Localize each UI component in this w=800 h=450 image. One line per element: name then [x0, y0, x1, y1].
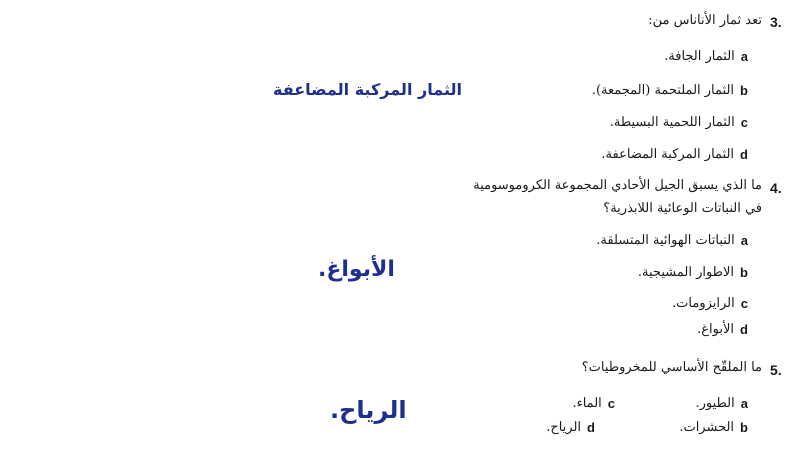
option-text: النباتات الهوائية المتسلقة. [596, 233, 735, 248]
option-text: الثمار اللحمية البسيطة. [609, 115, 735, 130]
option-text: الثمار المركبة المضاعفة. [601, 147, 735, 162]
option-text: الثمار الملتحمة (المجمعة). [591, 83, 735, 98]
question-5-text: ما الملقّح الأساسي للمخروطيات؟ [581, 360, 762, 375]
option-letter: d [587, 420, 595, 435]
question-3-option-d [601, 147, 748, 162]
question-4-option-b [638, 265, 748, 280]
question-5-option-d [546, 420, 595, 435]
question-5-answer: الرياح. [330, 396, 407, 424]
option-text: الماء. [572, 396, 602, 411]
question-5-option-b [679, 420, 748, 435]
question-5-option-a [695, 396, 748, 411]
option-letter: c [740, 115, 748, 130]
option-text: الثمار الجافة. [664, 49, 735, 64]
question-3-text: تعد ثمار الأناناس من: [648, 13, 762, 28]
option-text: الرياح. [546, 420, 582, 435]
option-letter: c [607, 396, 615, 411]
option-text: الرايزومات. [672, 296, 735, 311]
option-letter: b [740, 83, 748, 98]
question-4-option-d [697, 322, 748, 337]
question-4-option-c [672, 296, 748, 311]
question-3-option-b [592, 83, 748, 98]
option-letter: b [740, 265, 748, 280]
option-letter: c [740, 296, 748, 311]
option-letter: d [740, 147, 748, 162]
question-3-answer: الثمار المركبة المضاعفة [273, 80, 462, 99]
question-3-number: 3. [770, 14, 782, 30]
option-letter: a [740, 396, 748, 411]
question-4-number: 4. [770, 180, 782, 196]
question-4-answer: الأبواغ. [318, 257, 395, 282]
option-letter: a [740, 233, 748, 248]
option-text: الطيور. [695, 396, 735, 411]
option-text: الحشرات. [679, 420, 735, 435]
question-4-text-line-2: في النباتات الوعائية اللابذرية؟ [603, 201, 762, 216]
option-text: الأبواغ. [697, 322, 735, 337]
option-letter: b [740, 420, 748, 435]
question-5-option-c [572, 396, 615, 411]
question-4-option-a [596, 233, 748, 248]
question-3-option-c [610, 115, 748, 130]
option-letter: d [740, 322, 748, 337]
option-letter: a [740, 49, 748, 64]
question-4-text-line-1: ما الذي يسبق الجيل الأحادي المجموعة الكروموسومية [473, 178, 762, 193]
question-3-option-a [664, 49, 748, 64]
option-text: الاطوار المشيجية. [637, 265, 735, 280]
question-5-number: 5. [770, 362, 782, 378]
